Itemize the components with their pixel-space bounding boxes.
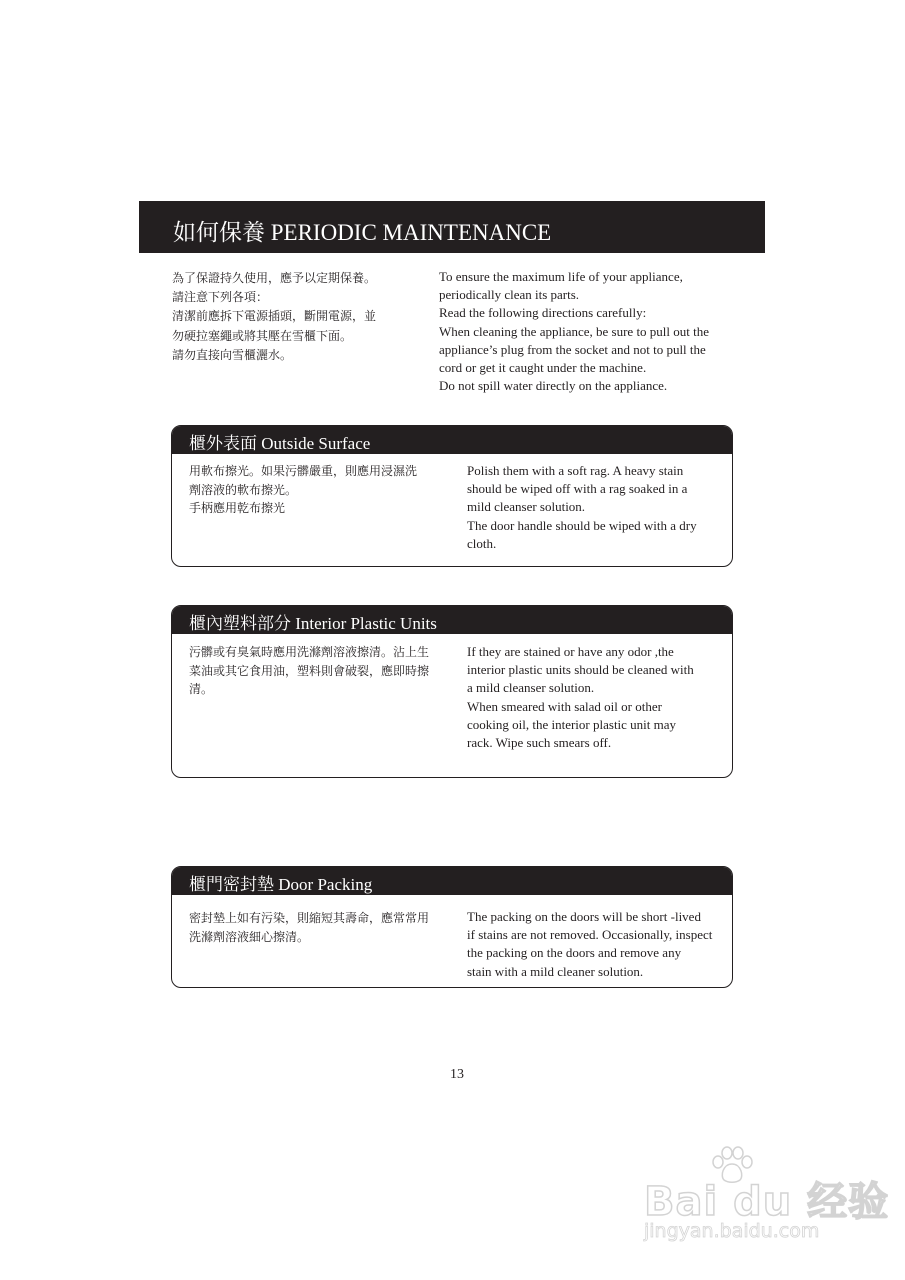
section-en-line: a mild cleanser solution. (467, 680, 595, 696)
watermark-url: jingyan.baidu.com (644, 1220, 820, 1242)
section-header (172, 426, 732, 454)
section-zh-text (189, 643, 459, 699)
intro-en-line: To ensure the maximum life of your appliance, (439, 269, 683, 284)
section-interior-plastic-units (171, 605, 733, 778)
section-zh-line: 菜油或其它食用油，塑料則會破裂，應即時擦 (189, 663, 430, 678)
section-outside-surface (171, 425, 733, 567)
section-header (172, 606, 732, 634)
section-title: 櫃內塑料部分 Interior Plastic Units (189, 614, 437, 633)
section-en-line: should be wiped off with a rag soaked in a (467, 481, 688, 497)
intro-en-line: Do not spill water directly on the appliance. (439, 378, 668, 394)
section-en-line: mild cleanser solution. (467, 499, 586, 515)
section-zh-line: 清。 (189, 682, 214, 696)
section-zh-line: 污髒或有臭氣時應用洗滌劑溶液擦清。沾上生 (189, 645, 430, 659)
intro-en-line: periodically clean its parts. (439, 287, 580, 303)
section-en-line: cloth. (467, 535, 497, 551)
section-en-line: interior plastic units should be cleaned with (467, 662, 694, 678)
section-en-line: cooking oil, the interior plastic unit may (467, 716, 677, 732)
intro-en-line: When cleaning the appliance, be sure to pull out the (439, 323, 710, 339)
page-number: 13 (450, 1067, 464, 1082)
section-zh-line: 密封墊上如有污染，則縮短其壽命，應常常用 (189, 911, 430, 925)
intro-english (439, 268, 759, 395)
section-en-line: If they are stained or have any odor ,the (467, 644, 674, 659)
section-en-line: Polish them with a soft rag. A heavy stain (467, 463, 684, 478)
section-en-text (467, 462, 729, 553)
watermark (640, 1138, 890, 1248)
section-door-packing (171, 866, 733, 988)
intro-zh-line: 清潔前應拆下電源插頭，斷開電源，並 (172, 309, 377, 324)
section-title: 櫃門密封墊 Door Packing (189, 875, 373, 894)
section-en-line: The packing on the doors will be short -lived (467, 909, 701, 924)
section-zh-text (189, 462, 459, 518)
intro-en-line: Read the following directions carefully: (439, 305, 647, 321)
section-en-line: the packing on the doors and remove any (467, 945, 682, 961)
intro-chinese (172, 269, 412, 365)
watermark-brand: Bai du 经验 (644, 1179, 890, 1225)
intro-zh-line: 請勿直接向雪櫃灑水。 (172, 347, 293, 362)
section-header (172, 867, 732, 895)
intro-zh-line: 請注意下列各項： (172, 290, 269, 305)
intro-zh-line: 勿硬拉塞繩或將其壓在雪櫃下面。 (172, 328, 353, 343)
section-zh-line: 劑溶液的軟布擦光。 (189, 482, 298, 497)
intro-en-line: cord or get it caught under the machine. (439, 360, 647, 376)
section-en-line: stain with a mild cleaner solution. (467, 963, 644, 979)
section-en-line: rack. Wipe such smears off. (467, 735, 612, 751)
section-title: 櫃外表面 Outside Surface (189, 434, 371, 453)
section-zh-text (189, 909, 459, 946)
section-en-line: The door handle should be wiped with a dry (467, 517, 697, 533)
section-zh-line: 用軟布擦光。如果污髒嚴重，則應用浸濕洗 (189, 464, 418, 478)
section-zh-line: 洗滌劑溶液細心擦清。 (189, 929, 310, 944)
intro-zh-line: 為了保證持久使用，應予以定期保養。 (172, 271, 377, 285)
section-en-text (467, 908, 729, 981)
page-title-bar (139, 201, 765, 253)
section-zh-line: 手柄應用乾布擦光 (189, 501, 286, 515)
section-en-line: When smeared with salad oil or other (467, 698, 662, 714)
section-en-text (467, 643, 729, 752)
intro-en-line: appliance’s plug from the socket and not to pull the (439, 341, 706, 357)
section-en-line: if stains are not removed. Occasionally, inspect (467, 927, 713, 943)
page-title: 如何保養 PERIODIC MAINTENANCE (173, 220, 552, 245)
